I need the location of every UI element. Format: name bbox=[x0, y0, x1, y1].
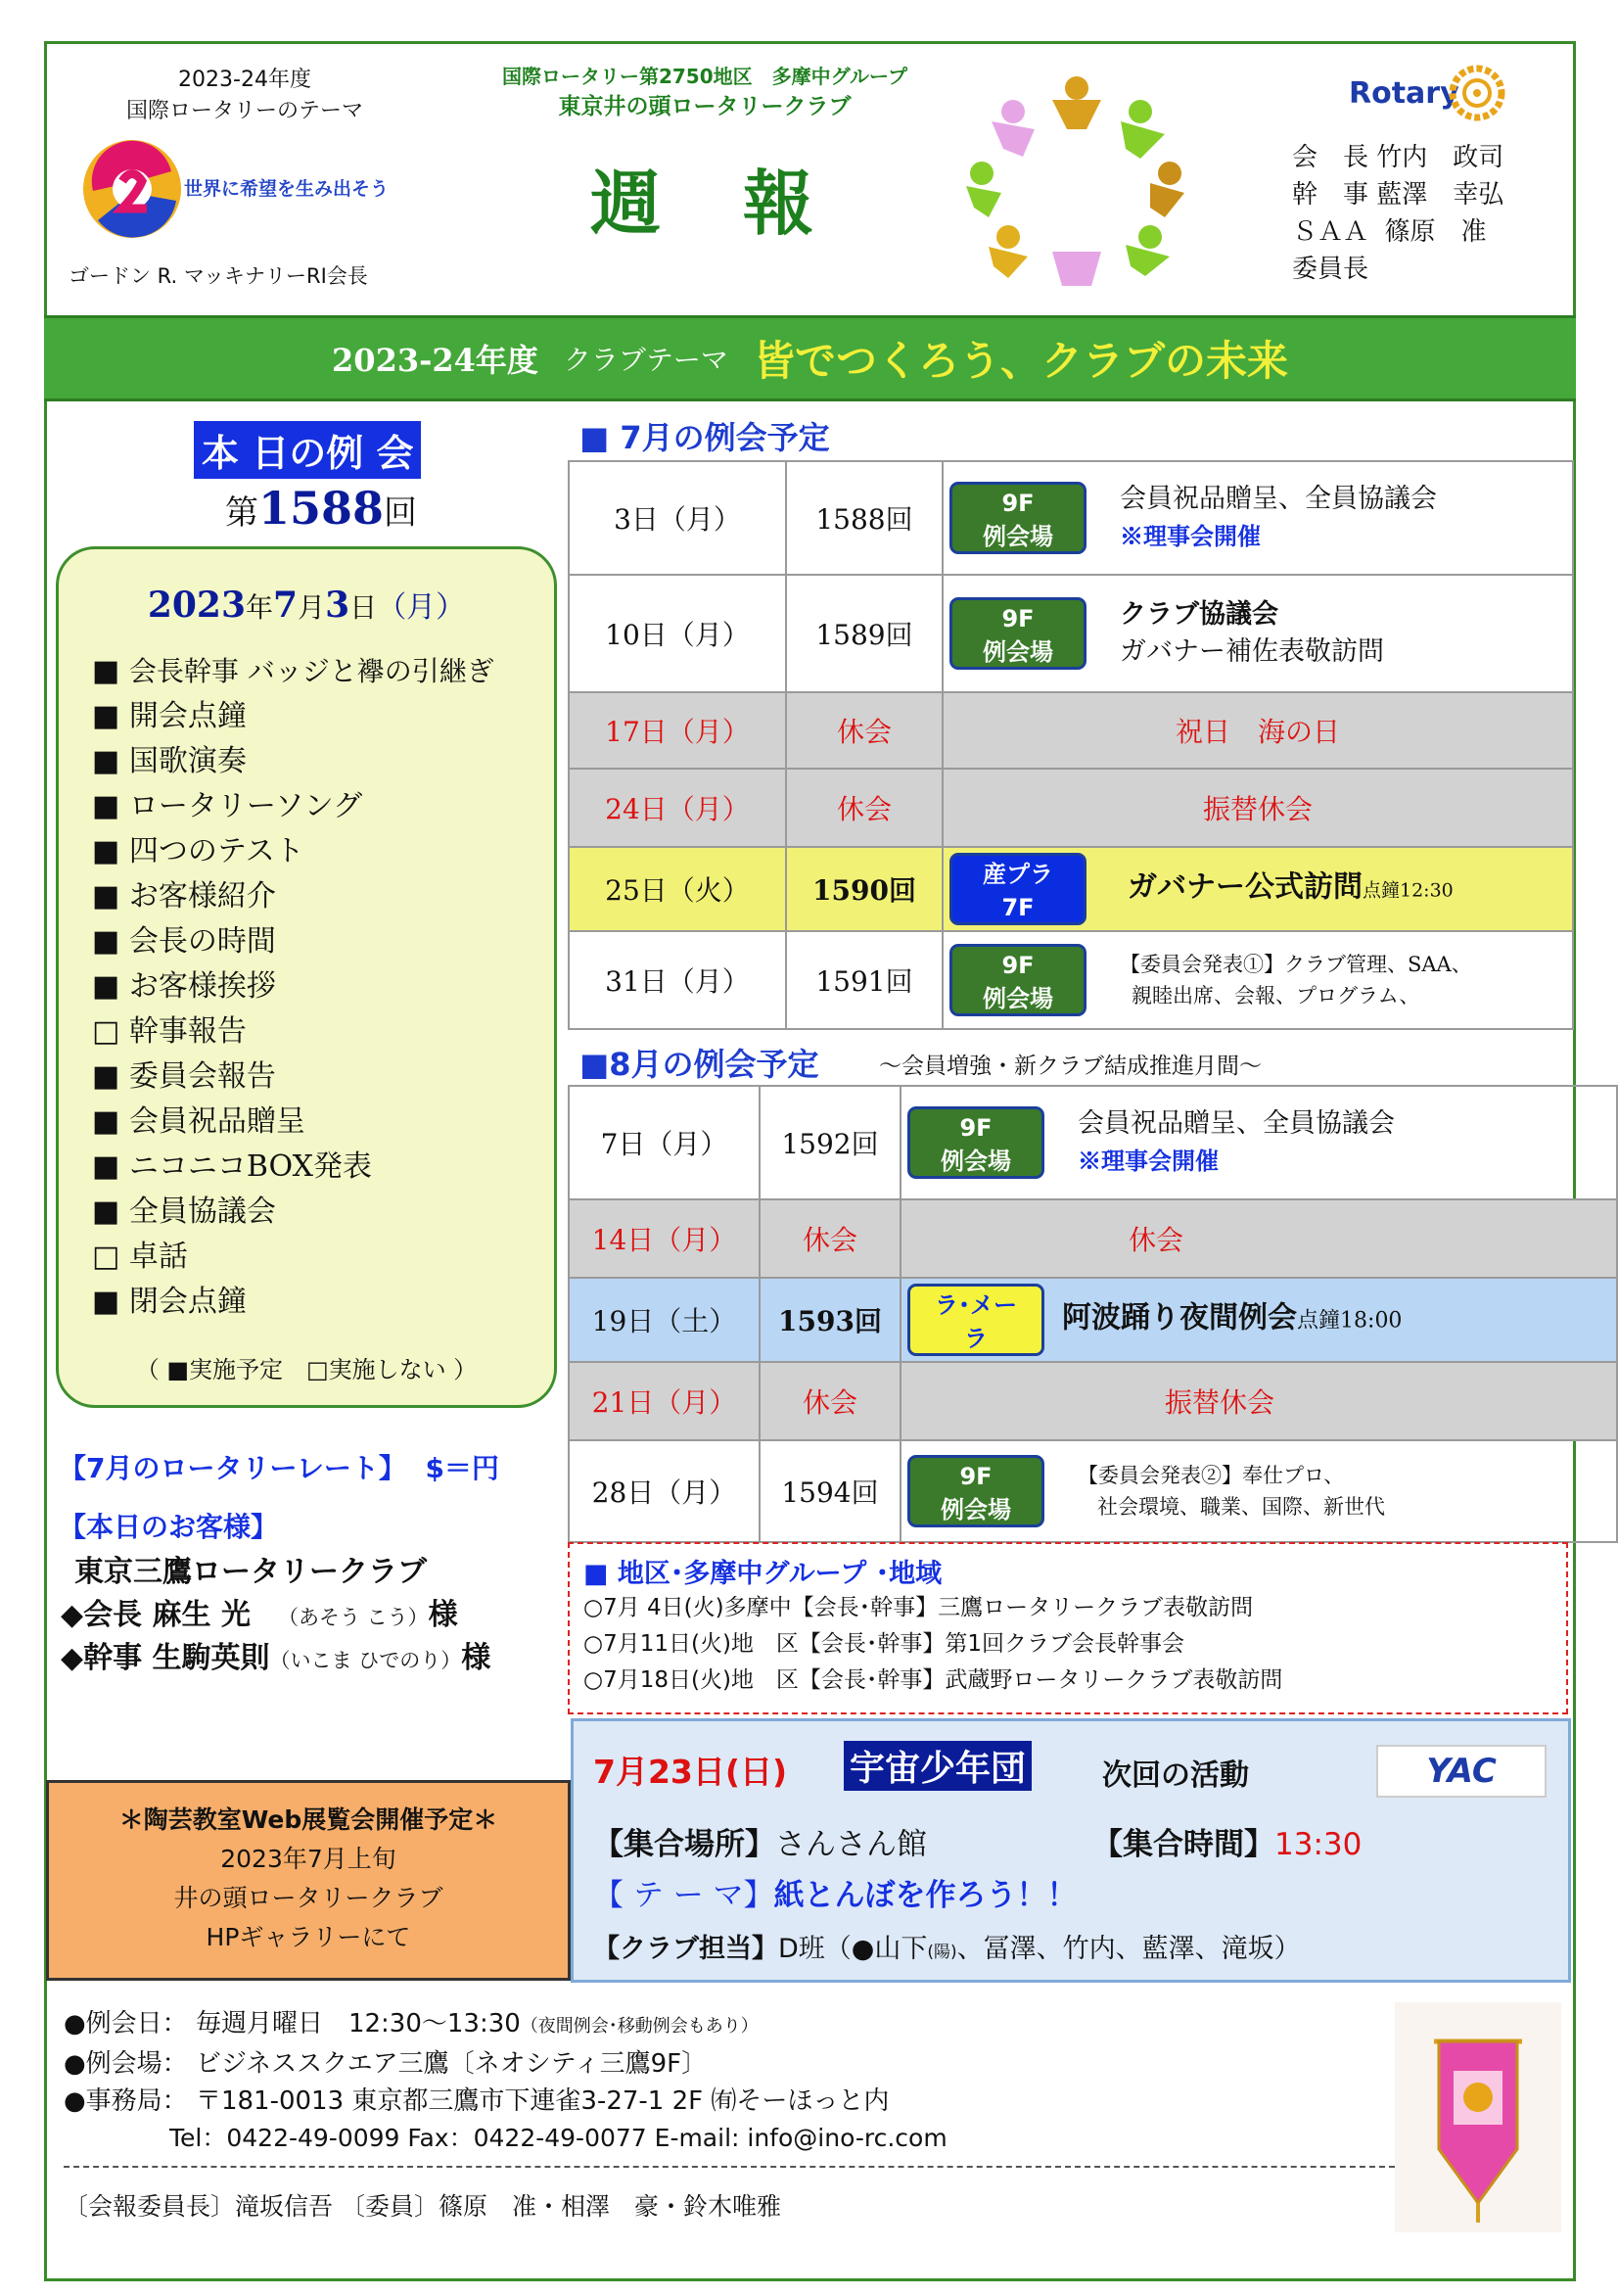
agenda-item: ■ お客様紹介 bbox=[92, 879, 276, 914]
agenda-panel bbox=[56, 546, 557, 1408]
agenda-legend: （ ■実施予定 □実施しない ） bbox=[135, 1356, 478, 1383]
agenda-item: ■ ニコニコBOX発表 bbox=[92, 1149, 372, 1184]
rotary-rate: 【7月のロータリーレート】 $＝円 bbox=[59, 1452, 499, 1484]
agenda-item: ■ お客様挨拶 bbox=[92, 969, 276, 1004]
guests-label: 【本日のお客様】 bbox=[59, 1511, 279, 1543]
schedule-row: 31日（月） 1591回 9F 例会場 【委員会発表①】クラブ管理、SAA、 親睦出席、会報、プログラム、 bbox=[569, 931, 1573, 1029]
footer-divider bbox=[64, 2166, 1395, 2168]
agenda-item: ■ 国歌演奏 bbox=[92, 744, 247, 778]
schedule-row: 7日（月） 1592回 9F 例会場 会員祝品贈呈、全員協議会 ※理事会開催 bbox=[569, 1086, 1617, 1199]
schedule-row: 21日（月） 休会 振替休会 bbox=[569, 1362, 1617, 1440]
rotary-wheel-icon bbox=[1449, 65, 1505, 121]
agenda-item: ■ ロータリーソング bbox=[92, 789, 363, 823]
editors: 〔会報委員長〕滝坂信吾 〔委員〕篠原 准・相澤 豪・鈴木唯雅 bbox=[64, 2192, 781, 2221]
venue-badge: 9F 例会場 bbox=[949, 482, 1086, 554]
schedule-row: 19日（土） 1593回 ラ･メー ラ 阿波踊り夜間例会点鐘18:00 bbox=[569, 1278, 1617, 1362]
club-theme: 皆でつくろう、クラブの未来 bbox=[753, 337, 1288, 385]
theme-year: 2023-24年度 bbox=[332, 342, 538, 379]
venue-badge: ラ･メー ラ bbox=[907, 1284, 1044, 1356]
office-address: ●事務局： 〒181-0013 東京都三鷹市下連雀3-27-1 2F ㈲そーほっと内 bbox=[64, 2086, 890, 2116]
agenda-item: ■ 会長の時間 bbox=[92, 924, 276, 959]
july-heading: ■ 7月の例会予定 bbox=[579, 419, 830, 456]
guests-club: 東京三鷹ロータリークラブ bbox=[74, 1555, 427, 1589]
rotary-logo-text: Rotary bbox=[1349, 76, 1459, 111]
yac-time: 【集合時間】13:30 bbox=[1092, 1827, 1363, 1862]
club-theme-bar bbox=[44, 315, 1576, 401]
yac-place: 【集合場所】さんさん館 bbox=[593, 1827, 927, 1862]
agenda-item: ■ 会員祝品贈呈 bbox=[92, 1104, 305, 1139]
agenda-item: □ 幹事報告 bbox=[92, 1014, 247, 1049]
pottery-notice bbox=[46, 1780, 571, 1981]
agenda-list bbox=[92, 649, 554, 1325]
pottery-line: 井の頭ロータリークラブ bbox=[173, 1884, 443, 1912]
guest-item: ◆会長 麻生 光 （あそう こう）様 bbox=[61, 1598, 458, 1632]
club-pennant-image bbox=[1395, 2002, 1561, 2232]
schedule-row: 14日（月） 休会 休会 bbox=[569, 1199, 1617, 1278]
agenda-item: ■ 四つのテスト bbox=[92, 834, 304, 868]
officer-saa: ＳＡＡ 篠原 准 bbox=[1292, 217, 1487, 247]
officer-chair: 委員長 bbox=[1292, 255, 1369, 284]
venue-badge: 9F 例会場 bbox=[907, 1455, 1044, 1527]
pottery-line: 2023年7月上旬 bbox=[220, 1845, 396, 1873]
schedule-row: 25日（火） 1590回 産プラ 7F ガバナー公式訪問点鐘12:30 bbox=[569, 847, 1573, 931]
schedule-row: 3日（月） 1588回 9F 例会場 会員祝品贈呈、全員協議会 ※理事会開催 bbox=[569, 461, 1573, 575]
yac-theme: 【 テ ー マ】紙とんぼを作ろう！！ bbox=[593, 1878, 1078, 1913]
pottery-line: HPギャラリーにて bbox=[206, 1923, 411, 1951]
district-box bbox=[568, 1542, 1568, 1714]
july-schedule bbox=[568, 460, 1574, 1030]
pottery-title: ＊陶芸教室Web展覧会開催予定＊ bbox=[118, 1805, 498, 1834]
officer-president: 会 長 竹内 政司 bbox=[1292, 143, 1504, 172]
footer-info bbox=[64, 2005, 948, 2157]
meeting-number: 第1588回 bbox=[225, 482, 418, 535]
august-heading: ■8月の例会予定 bbox=[579, 1046, 819, 1083]
page-title: 週 報 bbox=[589, 162, 819, 245]
ri-theme-label: 国際ロータリーのテーマ bbox=[125, 99, 363, 123]
agenda-item: ■ 開会点鐘 bbox=[92, 699, 247, 733]
officers-list bbox=[1292, 139, 1503, 288]
yac-name: 宇宙少年団 bbox=[844, 1741, 1032, 1791]
today-date: 2023年7月3日（月） bbox=[147, 585, 466, 626]
venue-badge: 産プラ 7F bbox=[949, 853, 1086, 925]
guest-item: ◆幹事 生駒英則（いこま ひでのり）様 bbox=[61, 1641, 491, 1675]
agenda-item: ■ 全員協議会 bbox=[92, 1195, 276, 1229]
yac-next: 次回の活動 bbox=[1102, 1758, 1249, 1793]
venue-badge: 9F 例会場 bbox=[949, 597, 1086, 670]
venue-badge: 9F 例会場 bbox=[907, 1106, 1044, 1179]
ri-theme-block bbox=[59, 65, 431, 127]
club-name: 東京井の頭ロータリークラブ bbox=[558, 94, 852, 119]
today-meeting-title: 本 日の例 会 bbox=[194, 421, 421, 479]
august-schedule bbox=[568, 1085, 1618, 1543]
district-item: ○7月11日(火)地 区【会長･幹事】第1回クラブ会長幹事会 bbox=[583, 1631, 1185, 1657]
agenda-item: ■ 閉会点鐘 bbox=[92, 1285, 247, 1319]
schedule-row: 28日（月） 1594回 9F 例会場 【委員会発表②】奉仕プロ、 社会環境、職業、国際、新世代 bbox=[569, 1440, 1617, 1542]
yac-date: 7月23日(日) bbox=[593, 1753, 788, 1791]
meeting-day: ●例会日： 毎週月曜日 12:30～13:30（夜間例会･移動例会もあり） bbox=[64, 2009, 759, 2038]
august-subtitle: ～会員増強・新クラブ結成推進月間～ bbox=[879, 1054, 1262, 1079]
ri-slogan: 世界に希望を生み出そう bbox=[184, 178, 390, 200]
schedule-row: 10日（月） 1589回 9F 例会場 クラブ協議会 ガバナー補佐表敬訪問 bbox=[569, 575, 1573, 692]
office-contact: Tel：0422-49-0099 Fax：0422-49-0077 E-mail: info@ino-rc.com bbox=[169, 2124, 948, 2152]
agenda-item: ■ 委員会報告 bbox=[92, 1059, 276, 1094]
schedule-row: 24日（月） 休会 振替休会 bbox=[569, 769, 1573, 847]
yac-logo: YAC bbox=[1376, 1745, 1547, 1798]
agenda-item: □ 卓話 bbox=[92, 1240, 188, 1274]
people-ring-emblem bbox=[954, 61, 1199, 296]
district-item: ○7月 4日(火)多摩中【会長･幹事】三鷹ロータリークラブ表敬訪問 bbox=[583, 1595, 1254, 1620]
yac-staff: 【クラブ担当】D班（●山下(陽)、冨澤、竹内、藍澤、滝坂） bbox=[593, 1934, 1301, 1964]
theme-label: クラブテーマ bbox=[563, 344, 728, 376]
ri-theme-logo bbox=[78, 132, 186, 245]
agenda-item: ■ 会長幹事 バッジと襷の引継ぎ bbox=[92, 654, 494, 688]
district-name: 国際ロータリー第2750地区 多摩中グループ bbox=[501, 65, 908, 88]
district-item: ○7月18日(火)地 区【会長･幹事】武蔵野ロータリークラブ表敬訪問 bbox=[583, 1667, 1283, 1693]
meeting-venue: ●例会場： ビジネススクエア三鷹〔ネオシティ三鷹9F〕 bbox=[64, 2049, 708, 2079]
yac-box bbox=[571, 1718, 1571, 1983]
schedule-row: 17日（月） 休会 祝日 海の日 bbox=[569, 692, 1573, 769]
district-heading: ■ 地区･多摩中グループ ･地域 bbox=[583, 1559, 943, 1589]
venue-badge: 9F 例会場 bbox=[949, 944, 1086, 1016]
ri-president: ゴードン R. マッキナリーRI会長 bbox=[69, 264, 368, 288]
officer-secretary: 幹 事 藍澤 幸弘 bbox=[1292, 180, 1504, 210]
ri-year: 2023-24年度 bbox=[178, 68, 311, 92]
